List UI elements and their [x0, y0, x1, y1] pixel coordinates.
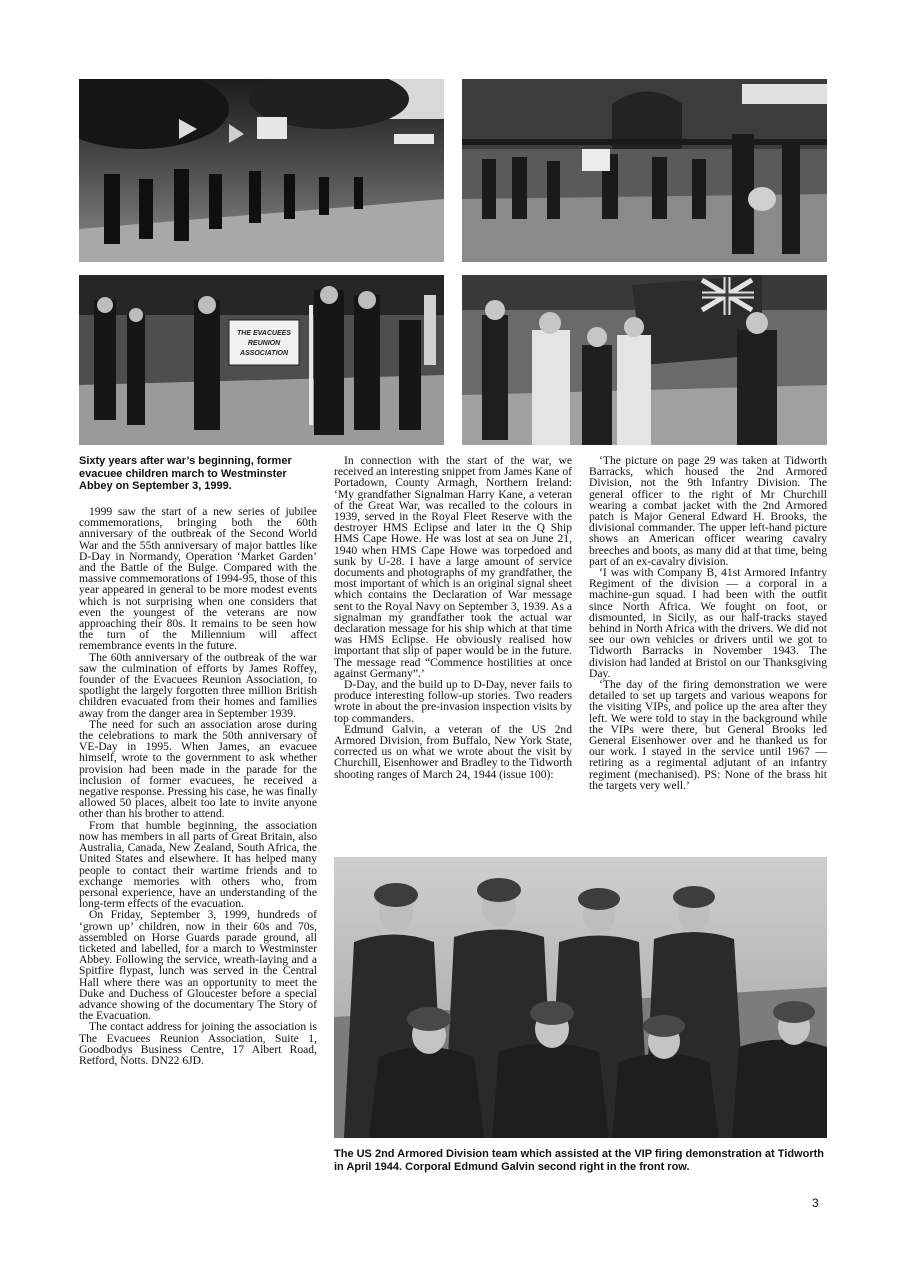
photo-flag-women — [462, 275, 827, 445]
photo-abbey-crowd — [462, 79, 827, 262]
parade-illustration — [79, 79, 444, 262]
col1-paragraph: The contact address for joining the association is The Evacuees Reunion Association, Suite 1, Goodbodys Business Centre, 17 Albert Road, Retford, Notts. DN22 6JD. — [79, 1020, 317, 1067]
flag-illustration — [462, 275, 827, 445]
col1-paragraph: From that humble beginning, the association now has members in all parts of Great Britain, also Australia, Canada, New Zealand, South Africa, the United States and elsewhere. It has helped many people to contact their wartime friends and to exchange memories with others who, from personal experience, have an understanding of the long-term effects of the evacuation. — [79, 818, 317, 911]
col1-paragraph: The need for such an association arose during the celebrations to mark the 50th anniversary of VE-Day in 1995. When James, an evacuee himself, wrote to the government to ask whether provision had been made in the parade for the inclusion of former evacuees, he received a negative response. Pressing his case, he was finally allowed 50 places, albeit too late to invite anyone other than his brother to attend. — [79, 717, 317, 821]
col2-paragraph: D-Day, and the build up to D-Day, never fails to produce interesting follow-up stories. Two readers wrote in about the pre-invasion inspection visits by top commanders. — [334, 678, 572, 725]
page-number: 3 — [812, 1196, 819, 1210]
text-column-2 — [334, 455, 572, 780]
col3-paragraph: ‘The picture on page 29 was taken at Tidworth Barracks, which housed the 2nd Armored Division, not the 9th Infantry Division. The general officer to the right of Mr Churchill wearing a combat jacket with the 2nd Armored patch is Major General Edward H. Brooks, the divisional commander. The upper left-hand picture shows an American officer wearing cavalry breeches and boots, as many did at that time, being part of an ex-cavalry division. — [589, 454, 827, 568]
text-column-1 — [79, 506, 317, 1066]
col1-paragraph: 1999 saw the start of a new series of jubilee commemorations, bringing both the 60th anniversary of the outbreak of the Second World War and the 55th anniversary of major battles like D-Day in Normandy, Operation ‘Market Garden’ and the Battle of the Bulge. Compared with the massive commemorations of 1994-95, those of this year appeared in general to be more modest events which is not surprising when one considers that even the youngest of the veterans are now approaching their 80s. It remains to be seen how the turn of the Millennium will affect remembrance events in the future. — [79, 505, 317, 653]
banner-line-2: REUNION — [247, 340, 281, 347]
banner-line-1: THE EVACUEES — [237, 330, 291, 337]
banner-line-3: ASSOCIATION — [239, 350, 289, 357]
col1-paragraph: The 60th anniversary of the outbreak of the war saw the culmination of efforts by James Roffey, founder of the Evacuees Reunion Association, to spotlight the largely forgotten three million British children evacuated from their homes and families away from the danger area in September 1939. — [79, 650, 317, 720]
col2-paragraph: Edmund Galvin, a veteran of the US 2nd Armored Division, from Buffalo, New York State, corrected us on what we wrote about the visit by Churchill, Eisenhower and Bradley to the Tidworth shooting ranges of March 24, 1944 (issue 100): — [334, 722, 572, 781]
banner-illustration — [79, 275, 444, 445]
soldiers-illustration — [334, 857, 827, 1138]
caption-bottom: The US 2nd Armored Division team which assisted at the VIP firing demonstration at Tidworth in April 1944. Corporal Edmund Galvin second right in the front row. — [334, 1148, 824, 1173]
caption-top: Sixty years after war’s beginning, former evacuee children march to Westminster Abbey on September 3, 1999. — [79, 455, 292, 492]
col3-paragraph: ‘I was with Company B, 41st Armored Infantry Regiment of the division — a corporal in a machine-gun squad. I had been with the outfit since North Africa. We fought on foot, or dismounted, in Sicily, as our half-tracks stayed behind in North Africa with the drivers. We did not see our own vehicles or drivers until we got to Tidworth Barracks in November 1943. The division had landed at Bristol on our Thanksgiving Day. — [589, 566, 827, 680]
col2-paragraph: In connection with the start of the war, we received an interesting snippet from James Kane of Portadown, County Armagh, Northern Ireland: ‘My grandfather Signalman Harry Kane, a veteran of the Great War, was recalled to the colours in 1939, served in the Royal Fleet Reserve with the destroyer HMS Eclipse and later in the Q Ship HMS Cape Howe. He was lost at sea on June 21, 1940 when HMS Cape Howe was torpedoed and sunk by U-28. I have a large amount of service documents and photographs of my grandfather, the most important of which is an original signal sheet which contains the Declaration of War message sent to the Royal Navy on September 3, 1939. As a signalman my grandfather took the actual war declaration message for his ship which at that time was HMS Eclipse. He obviously realised how important that slip of paper would be in the future. The message read “Commence hostilities at once against Germany”.’ — [334, 454, 572, 680]
photo-march-parade — [79, 79, 444, 262]
col3-paragraph: ‘The day of the firing demonstration we were detailed to set up targets and various weapons for the visiting VIPs, and police up the area after they left. We were told to stay in the background while the VIPs were there, but General Brooks led General Eisenhower over and he thanked us for our work. I stayed in the service until 1967 — retiring as a regimental adjutant of an infantry regiment (mechanised). PS: None of the brass hit the targets very well.’ — [589, 678, 827, 792]
abbey-illustration — [462, 79, 827, 262]
photo-evacuee-banner — [79, 275, 444, 445]
photo-armored-division-team — [334, 857, 827, 1138]
col1-paragraph: On Friday, September 3, 1999, hundreds of ‘grown up’ children, now in their 60s and 70s, assembled on Horse Guards parade ground, all ticketed and labelled, for a march to Westminster Abbey. Following the service, wreath-laying and a Spitfire flypast, lunch was served in the Central Hall where there was an opportunity to meet the Duke and Duchess of Gloucester before a special advance showing of the documentary The Story of the Evacuation. — [79, 908, 317, 1023]
text-column-3 — [589, 455, 827, 791]
